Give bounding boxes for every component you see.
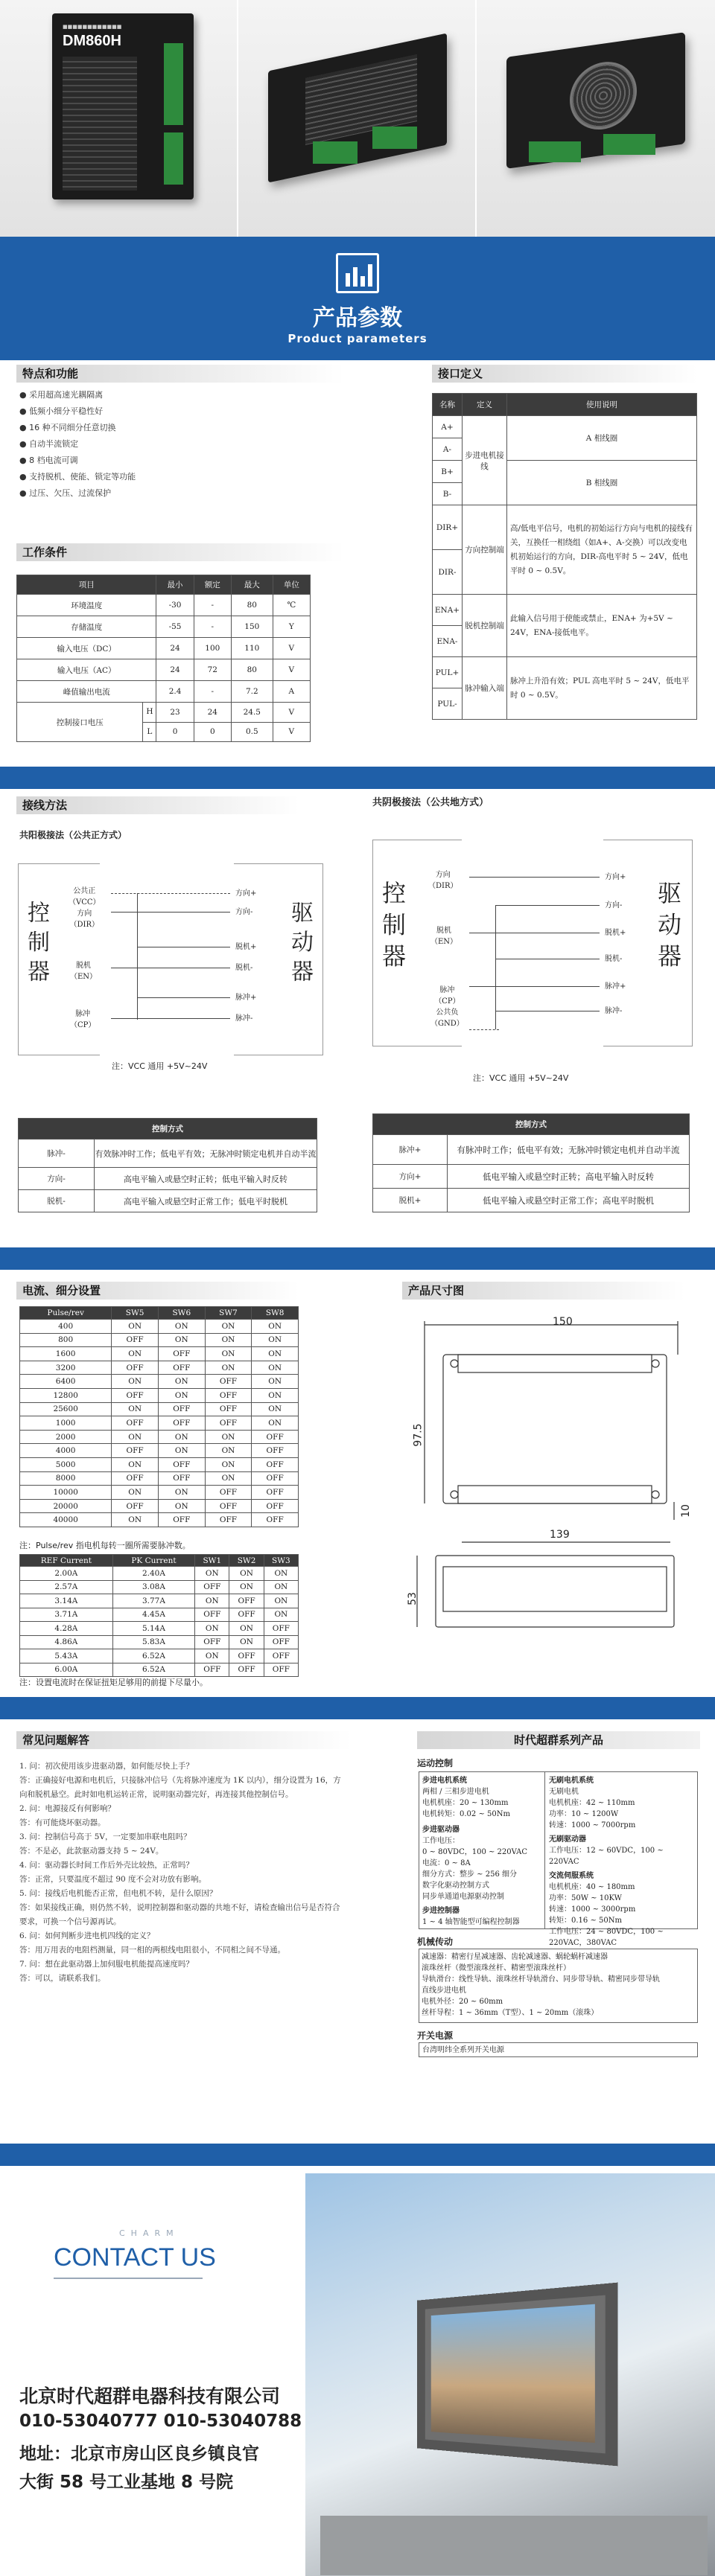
driver-label: 驱 动 器	[654, 880, 682, 968]
section-divider	[0, 2144, 715, 2166]
table-cell: ON	[252, 1320, 299, 1334]
table-cell: OFF	[205, 1402, 252, 1416]
table-cell: ON	[158, 1375, 205, 1389]
table-cell: OFF	[112, 1388, 159, 1402]
current-note: 注：设置电流时在保证扭矩足够用的前提下尽量小。	[19, 1678, 208, 1687]
features-heading: 特点和功能	[16, 365, 344, 383]
terminal-green-2	[372, 127, 417, 149]
table-cell: ON	[205, 1471, 252, 1486]
table-cell: 6.52A	[112, 1649, 194, 1663]
table-cell: 4000	[20, 1444, 112, 1458]
table-row: 输入电压（DC） 24 100 110 V	[17, 638, 311, 659]
table-cell: 3.77A	[112, 1594, 194, 1608]
table-cell: ON	[112, 1402, 159, 1416]
interface-heading: 接口定义	[432, 365, 697, 383]
table-cell: ON	[158, 1388, 205, 1402]
table-row	[20, 1594, 299, 1608]
table-cell: OFF	[229, 1649, 264, 1663]
dimension-drawing	[402, 1310, 700, 1645]
table-cell: 2000	[20, 1430, 112, 1444]
motion-col-1: 步进电机系统 两相 / 三相步进电机 电机机座：20 ~ 130mm 电机转矩：0.02 ~ 50Nm 步进驱动器 工作电压： 0 ~ 80VDC，100 ~ 220VAC 电流：0 ~ 8A 细分方式：整步 ~ 256 细分 数字化驱动控制方式 同步单通道电源驱动控制 步进控制器 1 ~ 4 轴智能型可编程控制器	[422, 1777, 528, 1926]
contact-rule	[54, 2278, 203, 2279]
subdivision-note: 注：Pulse/rev 指电机每转一圈所需要脉冲数。	[19, 1541, 191, 1550]
dim-height2-label: 53	[406, 1592, 419, 1605]
table-cell: OFF	[158, 1513, 205, 1527]
table-cell: OFF	[252, 1471, 299, 1486]
table-cell: ON	[252, 1375, 299, 1389]
table-row	[20, 1499, 299, 1513]
faq-item: 2. 问：电源接反有何影响？	[19, 1804, 115, 1813]
table-cell: ON	[229, 1622, 264, 1636]
table-cell: ON	[112, 1430, 159, 1444]
transmission-box: 减速器：精密行星减速器、齿轮减速器、蜗轮蜗杆减速器 滚珠丝杆（微型滚珠丝杆、精密型滚珠丝杆） 导轨滑台：线性导轨、滚珠丝杆导轨滑台、同步带导轨、精密同步带导轨 直线步进电机 电机外径：20 ~ 60mm 丝杆导程：1 ~ 36mm（T型）、1 ~ 20mm（滚珠）	[419, 1949, 698, 2023]
table-cell: ON	[112, 1320, 159, 1334]
table-row: 输入电压（AC） 24 72 80 V	[17, 659, 311, 681]
table-cell: OFF	[205, 1375, 252, 1389]
motion-col-2: 无刷电机系统 无刷电机 电机机座：42 ~ 110mm 功率：10 ~ 1200W 转速：1000 ~ 7000rpm 无刷驱动器 工作电压：12 ~ 60VDC，100 ~ 220VAC 交流伺服系统 电机机座：40 ~ 180mm 功率：50W ~ 10KW 转速：1000 ~ 3000rpm 转矩：0.16 ~ 50Nm 工作电压：24 ~ 80VDC，100 ~ 220VAC，380VAC	[549, 1777, 664, 1947]
table-cell: ON	[264, 1608, 298, 1622]
table-row: 方向+ 低电平输入或悬空时正转；高电平输入时反转	[373, 1165, 690, 1189]
table-cell: OFF	[112, 1416, 159, 1431]
product-photo-fan	[477, 0, 715, 237]
table-cell: ON	[158, 1320, 205, 1334]
table-cell: ON	[252, 1416, 299, 1431]
table-cell: 4.45A	[112, 1608, 194, 1622]
table-cell: OFF	[112, 1444, 159, 1458]
feature-item: ● 过压、欠压、过流保护	[19, 488, 112, 498]
table-cell: ON	[195, 1567, 229, 1581]
terminal-green-1	[313, 141, 358, 164]
table-cell: ON	[264, 1594, 298, 1608]
driver-body-angle	[268, 33, 447, 182]
table-row	[20, 1402, 299, 1416]
wiring-heading: 接线方法	[16, 796, 299, 814]
table-cell: ON	[112, 1513, 159, 1527]
table-cell: 8000	[20, 1471, 112, 1486]
table-row: 峰值输出电流 2.4 - 7.2 A	[17, 681, 311, 703]
work-th: 项目	[17, 575, 156, 595]
table-cell: 6.00A	[20, 1663, 113, 1677]
table-row	[20, 1608, 299, 1622]
table-cell: ON	[252, 1333, 299, 1347]
table-cell: ON	[252, 1347, 299, 1361]
driver-model-label: DM860H	[63, 33, 121, 49]
table-cell: OFF	[205, 1388, 252, 1402]
contact-section	[0, 2173, 715, 2576]
wire-label: 公共正 （VCC） 方向 （DIR）	[69, 887, 101, 929]
company-name: 北京时代超群电器科技有限公司	[19, 2385, 281, 2407]
driver-brand-text: ■■■■■■■■■■■■	[63, 24, 122, 30]
table-cell: OFF	[112, 1499, 159, 1513]
driver-spec-table-graphic	[63, 57, 137, 191]
faq-item: 7. 问：想在此驱动器上加伺服电机能提高速度吗？	[19, 1960, 194, 1969]
table-cell: OFF	[158, 1347, 205, 1361]
table-cell: ON	[158, 1333, 205, 1347]
table-cell: 10000	[20, 1486, 112, 1500]
table-cell: ON	[229, 1567, 264, 1581]
control-table-left: 控制方式 脉冲- 有效脉冲时工作；低电平有效；无脉冲时锁定电机并自动半流 方向- 高电平输入或悬空时正转；低电平输入时反转 脱机- 高电平输入或悬空时正常工作；低电平时脱机	[18, 1118, 317, 1212]
faq-item: 答：有可能烧坏驱动器。	[19, 1818, 106, 1827]
wire-label: 方向 （DIR）	[428, 871, 458, 890]
table-row: 方向- 高电平输入或悬空时正转；低电平输入时反转	[19, 1168, 317, 1190]
table-cell: OFF	[252, 1444, 299, 1458]
table-row	[20, 1430, 299, 1444]
faq-item: 答：不是必，此款驱动器支持 5 ~ 24V。	[19, 1847, 164, 1856]
table-cell: 2.00A	[20, 1567, 113, 1581]
table-cell: ON	[205, 1361, 252, 1375]
table-cell: OFF	[112, 1361, 159, 1375]
table-row: 脱机+ 低电平输入或悬空时正常工作；高电平时脱机	[373, 1189, 690, 1212]
table-cell: OFF	[252, 1430, 299, 1444]
parameters-banner	[0, 237, 715, 360]
table-cell: 3200	[20, 1361, 112, 1375]
table-row	[20, 1333, 299, 1347]
table-row	[20, 1580, 299, 1594]
wiring-right-title: 共阴极接法（公共地方式）	[372, 797, 489, 808]
table-cell: OFF	[205, 1486, 252, 1500]
table-cell: OFF	[158, 1361, 205, 1375]
work-heading: 工作条件	[16, 543, 344, 561]
table-row	[20, 1361, 299, 1375]
controller-label: 控 制 器	[23, 901, 49, 982]
table-cell: OFF	[205, 1513, 252, 1527]
table-row	[20, 1649, 299, 1663]
faq-item: 答：正确接好电源和电机后，只接脉冲信号（先将脉冲速度为 1K 以内），细分设置为 16，方向和脱机悬空。此时如电机运转正常，说明驱动器完好，再连接其他控制信号。	[19, 1776, 341, 1799]
work-conditions-table	[16, 575, 311, 742]
dim-width-label: 150	[553, 1316, 573, 1328]
feature-item: ● 支持脱机、使能、锁定等功能	[19, 472, 136, 482]
feature-item: ● 16 种不同细分任意切换	[19, 423, 116, 432]
table-row	[20, 1416, 299, 1431]
table-cell: 5000	[20, 1457, 112, 1471]
table-cell: ON	[205, 1347, 252, 1361]
table-cell: 25600	[20, 1402, 112, 1416]
table-row: 脉冲+ 有脉冲时工作；低电平有效；无脉冲时锁定电机并自动半流	[373, 1135, 690, 1165]
table-cell: 3.71A	[20, 1608, 113, 1622]
table-cell: 2.57A	[20, 1580, 113, 1594]
faq-item: 6. 问：如何判断步进电机四线的定义？	[19, 1931, 155, 1940]
table-cell: ON	[229, 1635, 264, 1649]
group-photo	[431, 2304, 595, 2443]
table-cell: OFF	[158, 1471, 205, 1486]
table-cell: OFF	[195, 1663, 229, 1677]
table-row: 环境温度 -30 - 80 ℃	[17, 595, 311, 616]
table-cell: ON	[205, 1320, 252, 1334]
section-divider	[0, 767, 715, 789]
dim-depth-label: 10	[679, 1504, 692, 1518]
table-cell: ON	[112, 1375, 159, 1389]
table-cell: OFF	[229, 1663, 264, 1677]
table-cell: 5.14A	[112, 1622, 194, 1636]
table-cell: OFF	[252, 1457, 299, 1471]
table-cell: OFF	[195, 1608, 229, 1622]
work-th: 额定	[194, 575, 231, 595]
chart-icon	[336, 253, 379, 293]
dim-width2-label: 139	[550, 1529, 570, 1541]
contact-title: CONTACT US	[54, 2243, 216, 2272]
table-cell: OFF	[112, 1333, 159, 1347]
table-row	[20, 1347, 299, 1361]
company-address-2: 大街 58 号工业基地 8 号院	[19, 2473, 234, 2492]
faq-item: 答：如果接线正确，则仍然不转，说明控制器和驱动器的共地不好，请检查输出信号是否符合要求，可换一个信号源再试。	[19, 1903, 340, 1926]
faq-heading: 常见问题解答	[16, 1731, 352, 1749]
table-cell: ON	[264, 1580, 298, 1594]
table-cell: OFF	[205, 1416, 252, 1431]
table-cell: ON	[229, 1580, 264, 1594]
table-cell: ON	[195, 1622, 229, 1636]
table-cell: 5.43A	[20, 1649, 113, 1663]
table-cell: ON	[158, 1486, 205, 1500]
wiring-diagram-right: 控 制 器 驱 动 器 方向 （DIR） 脱机 （EN） 脉冲 （CP） 公共负 （GND） 方向+ 方向- 脱机+ 脱机- 脉冲+ 脉冲-	[372, 840, 693, 1048]
fan-icon	[570, 57, 637, 134]
table-cell: OFF	[252, 1499, 299, 1513]
table-cell: ON	[195, 1594, 229, 1608]
table-cell: OFF	[195, 1635, 229, 1649]
table-cell: OFF	[195, 1580, 229, 1594]
faq-item: 答：正常，只要温度不超过 90 度不会对功放有影响。	[19, 1875, 207, 1884]
table-row	[20, 1471, 299, 1486]
transmission-title: 机械传动	[417, 1937, 454, 1947]
table-cell: ON	[158, 1430, 205, 1444]
table-cell: 5.83A	[112, 1635, 194, 1649]
work-th: 单位	[273, 575, 310, 595]
wire-label: 脉冲 （CP）	[70, 1010, 96, 1029]
contact-photo	[305, 2173, 715, 2576]
table-cell: OFF	[264, 1635, 298, 1649]
feature-item: ● 采用超高速光耦隔离	[19, 390, 104, 400]
table-row	[20, 1444, 299, 1458]
table-cell: ON	[205, 1430, 252, 1444]
table-cell: OFF	[264, 1649, 298, 1663]
wiring-note-right: 注：VCC 通用 +5V~24V	[473, 1073, 569, 1083]
section-divider	[0, 1247, 715, 1270]
feature-item: ● 自动半流锁定	[19, 439, 79, 449]
table-row: 存储温度 -55 - 150 Y	[17, 616, 311, 638]
faq-item: 5. 问：接线后电机能否正常，但电机不转，是什么原因？	[19, 1889, 217, 1898]
product-photo-angle	[238, 0, 475, 237]
power-box: 台湾明纬全系列开关电源	[419, 2042, 698, 2057]
table-cell: ON	[158, 1499, 205, 1513]
table-cell: OFF	[252, 1513, 299, 1527]
table-row	[20, 1567, 299, 1581]
motion-title: 运动控制	[417, 1758, 454, 1768]
interface-table: 名称 定义 使用说明 A+ 步进电机接线 A 相线圈 A- B+ B 相线圈 B- DIR+ 方向控制端 高/低电平信号，电机的初始运行方向与电机的接线有关，互换任一相绕组（如A+、A-交换）可以改变电机初始运行的方向，DIR-高电平时 5 ~ 24V，低电平时 0 ~ 0.5V。 DIR- ENA+ 脱机控制端 此输入信号用于使能或禁止，ENA+ 为+5V ~ 24V，ENA-接低电平。 ENA- PUL+ 脉冲输入端 脉冲上升沿有效；PUL 高电平时 5 ~ 24V，低电平时 0 ~ 0.5V。 PUL-	[432, 393, 697, 720]
wiring-left-title: 共阳极接法（公共正方式）	[19, 830, 127, 840]
product-photo-front	[0, 0, 237, 237]
current-heading: 电流、细分设置	[16, 1282, 299, 1300]
faq-item: 1. 问：初次使用该步进驱动器，如何能尽快上手？	[19, 1762, 194, 1771]
frame-sculpture	[417, 2283, 617, 2467]
table-cell: ON	[205, 1444, 252, 1458]
banner-title: 产品参数	[313, 305, 402, 331]
table-row	[20, 1320, 299, 1334]
table-row	[20, 1663, 299, 1677]
table-cell: ON	[195, 1649, 229, 1663]
company-address: 地址：北京市房山区良乡镇良官	[19, 2444, 259, 2464]
table-cell: 4.86A	[20, 1635, 113, 1649]
table-cell: OFF	[205, 1499, 252, 1513]
current-table: REF Current PK Current SW1 SW2 SW3 2.00A 2.40A ON ON ON 2.57A 3.08A OFF ON ON 3.14A 3.77A ON OFF ON 3.71A 4.45A OFF OFF ON 4.28A 5.14A ON ON OFF 4.86A 5.83A OFF ON OFF 5.43A 6.52A ON OFF OFF 6.00A 6.52A OFF OFF OFF	[19, 1554, 299, 1677]
banner-subtitle: Product parameters	[287, 332, 428, 345]
table-cell: ON	[252, 1402, 299, 1416]
power-title: 开关电源	[417, 2030, 454, 2041]
dim-height-label: 97.5	[412, 1423, 425, 1447]
wiring-note-left: 注：VCC 通用 +5V~24V	[112, 1061, 208, 1071]
faq-item: 4. 问：驱动器长时间工作后外壳比较热，正常吗？	[19, 1861, 194, 1870]
table-row	[20, 1635, 299, 1649]
table-cell: 400	[20, 1320, 112, 1334]
table-cell: ON	[264, 1567, 298, 1581]
work-th: 最大	[231, 575, 273, 595]
table-cell: OFF	[229, 1594, 264, 1608]
table-cell: OFF	[264, 1622, 298, 1636]
feature-item: ● 8 档电流可调	[19, 456, 78, 465]
terminal-block-graphic-2	[164, 132, 183, 185]
dims-heading: 产品尺寸图	[402, 1282, 685, 1300]
ground	[320, 2516, 708, 2575]
table-cell: 20000	[20, 1499, 112, 1513]
wiring-diagram-left: 控 制 器 驱 动 器 公共正 （VCC） 方向 （DIR） 脱机 （EN） 脉冲 （CP） 方向+ 方向- 脱机+ 脱机- 脉冲+ 脉冲-	[18, 863, 323, 1057]
table-cell: 1600	[20, 1347, 112, 1361]
table-cell: ON	[252, 1388, 299, 1402]
table-cell: OFF	[158, 1402, 205, 1416]
features-list	[19, 387, 340, 502]
table-cell: ON	[112, 1347, 159, 1361]
wire-label: 脱机 （EN）	[70, 962, 98, 981]
table-cell: 1000	[20, 1416, 112, 1431]
table-cell: 40000	[20, 1513, 112, 1527]
table-cell: ON	[205, 1333, 252, 1347]
contact-charm: CHARM	[119, 2228, 179, 2238]
table-row: 脉冲- 有效脉冲时工作；低电平有效；无脉冲时锁定电机并自动半流	[19, 1140, 317, 1168]
table-row: 脱机- 高电平输入或悬空时正常工作；低电平时脱机	[19, 1190, 317, 1212]
table-row	[20, 1486, 299, 1500]
control-table-right: 控制方式 脉冲+ 有脉冲时工作；低电平有效；无脉冲时锁定电机并自动半流 方向+ 低电平输入或悬空时正转；高电平输入时反转 脱机+ 低电平输入或悬空时正常工作；高电平时脱机	[372, 1113, 690, 1212]
wire-label: 脉冲 （CP） 公共负 （GND）	[430, 986, 464, 1028]
table-cell: OFF	[229, 1608, 264, 1622]
section-divider	[0, 1697, 715, 1719]
table-cell: 3.14A	[20, 1594, 113, 1608]
faq-item: 3. 问：控制信号高于 5V，一定要加串联电阻吗？	[19, 1832, 191, 1841]
series-heading: 时代超群系列产品	[417, 1731, 700, 1749]
company-phone: 010-53040777 010-53040788	[19, 2412, 302, 2431]
table-row	[20, 1513, 299, 1527]
feature-item: ● 低频小细分平稳性好	[19, 406, 104, 416]
driver-label: 驱 动 器	[287, 901, 313, 982]
table-cell: ON	[112, 1457, 159, 1471]
terminal-block-graphic	[164, 43, 183, 125]
table-row	[20, 1457, 299, 1471]
table-cell: ON	[158, 1444, 205, 1458]
faq-list	[19, 1760, 347, 1986]
work-th: 最小	[156, 575, 194, 595]
table-cell: ON	[205, 1457, 252, 1471]
table-cell: OFF	[264, 1663, 298, 1677]
table-cell: 6400	[20, 1375, 112, 1389]
table-cell: ON	[252, 1361, 299, 1375]
table-cell: ON	[112, 1486, 159, 1500]
table-cell: OFF	[112, 1471, 159, 1486]
table-cell: OFF	[252, 1486, 299, 1500]
table-row	[20, 1388, 299, 1402]
table-cell: OFF	[158, 1416, 205, 1431]
table-cell: OFF	[158, 1457, 205, 1471]
table-row	[20, 1622, 299, 1636]
subdivision-table: Pulse/rev SW5 SW6 SW7 SW8 400 ON ON ON ON 800 OFF ON ON ON 1600 ON OFF ON ON 3200 OFF OFF ON ON 6400 ON ON OFF ON 12800 OFF ON OFF ON 25600 ON OFF OFF ON 1000 OFF OFF OFF ON 2000 ON ON ON OFF 4000 OFF ON ON OFF 5000 ON OFF ON OFF 8000 OFF OFF ON OFF 10000 ON ON OFF OFF 20000 OFF ON OFF OFF 40000 ON OFF OFF OFF	[19, 1306, 299, 1527]
table-cell: 800	[20, 1333, 112, 1347]
table-cell: 3.08A	[112, 1580, 194, 1594]
table-cell: 4.28A	[20, 1622, 113, 1636]
controller-label: 控 制 器	[378, 880, 407, 968]
table-row	[20, 1375, 299, 1389]
faq-item: 答：可以，请联系我们。	[19, 1974, 106, 1983]
table-cell: 12800	[20, 1388, 112, 1402]
wire-label: 脱机 （EN）	[430, 927, 458, 946]
terminal-green-4	[603, 134, 655, 155]
table-cell: 6.52A	[112, 1663, 194, 1677]
faq-item: 答：用万用表的电阻档测量，同一相的两根线电阻很小，不同相之间不导通。	[19, 1946, 285, 1955]
driver-body	[52, 13, 194, 199]
table-row: 控制接口电压 H L 23 0 24 0 24.5 0.5 V V	[17, 703, 311, 742]
table-cell: 2.40A	[112, 1567, 194, 1581]
terminal-green-3	[529, 141, 581, 162]
